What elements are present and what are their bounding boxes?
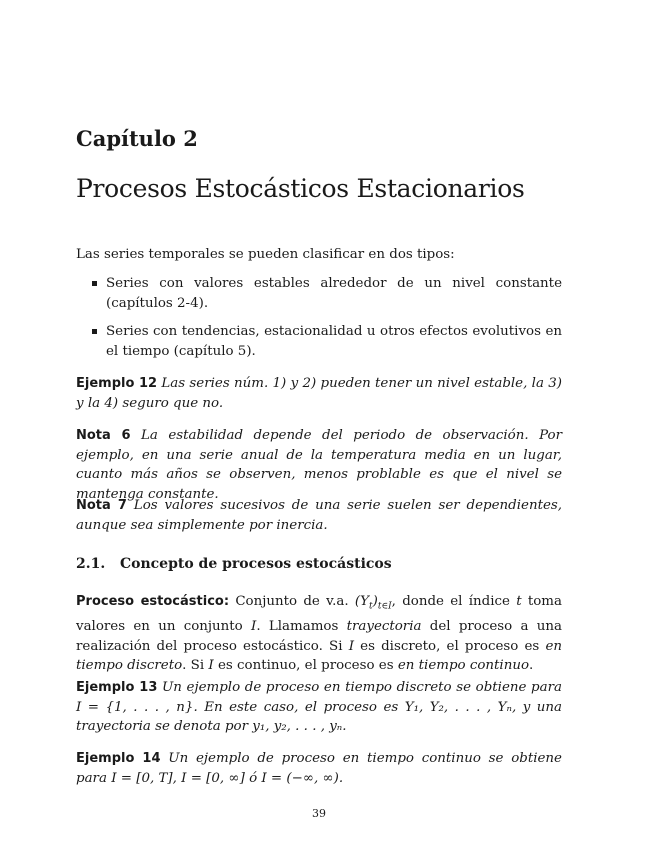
section-heading (76, 556, 392, 572)
math-sub: t (368, 601, 373, 612)
italic-run: trayectoria (346, 619, 422, 635)
list-item (76, 322, 562, 361)
text-run: es continuo, el proceso es (213, 658, 398, 674)
ejemplo-13 (76, 678, 562, 737)
bullet-text: Series con tendencias, estacionalidad u otros efectos evolutivos en el tiempo (capítulo 5). (106, 324, 562, 359)
proceso-definition (76, 592, 562, 676)
math-run: y₁, y₂, . . . , yₙ (252, 719, 343, 734)
ejemplo-13-lead: Ejemplo 13 (76, 680, 158, 695)
italic-run: en tiempo discreto (76, 638, 562, 674)
ejemplo-12-lead: Ejemplo 12 (76, 376, 158, 391)
bullet-square-icon (92, 329, 97, 334)
ejemplo-12 (76, 374, 562, 413)
italic-run: ó (244, 770, 262, 786)
proceso-lead: Proceso estocástico: (76, 594, 230, 609)
italic-run: Un ejemplo de proceso en tiempo continuo se obtiene para (76, 751, 562, 786)
nota-7 (76, 496, 562, 535)
math-run: Y₁, Y₂, . . . , Yₙ (404, 699, 512, 715)
chapter-title: Procesos Estocásticos Estacionarios (76, 174, 525, 203)
text-run: es discreto, el proceso es (353, 638, 546, 654)
nota-7-text: Los valores sucesivos de una serie suelen ser dependientes, aunque sea simplemente por inercia. (76, 498, 562, 533)
math-text: (Y (354, 594, 369, 609)
nota-6-text: La estabilidad depende del periodo de observación. Por ejemplo, en una serie anual de la temperatura media en un lugar, cuanto más años se observen, menos problable es que el nivel se mantenga constante. (76, 428, 562, 502)
italic-run: . En este caso, el proceso es (193, 699, 405, 715)
italic-run: en tiempo continuo (397, 658, 529, 674)
italic-run: . (338, 770, 344, 786)
bullet-list (76, 322, 562, 361)
text-run: , donde el índice (391, 594, 517, 609)
text-run: . Si (182, 658, 209, 674)
page-number: 39 (312, 807, 326, 820)
italic-run: , y una trayectoria se denota por (76, 699, 562, 734)
math-run: I (348, 638, 354, 654)
math-run: I = (−∞, ∞) (261, 770, 339, 786)
math-run (354, 594, 392, 612)
nota-6-lead: Nota 6 (76, 428, 131, 443)
list-item (76, 274, 562, 313)
text-run: . Llamamos (256, 619, 347, 635)
bullet-square-icon (92, 281, 97, 286)
italic-run: Un ejemplo de proceso en tiempo discreto se obtiene para (162, 680, 562, 695)
ejemplo-14 (76, 749, 562, 788)
ejemplo-12-text: Las series núm. 1) y 2) pueden tener un nivel estable, la 3) y la 4) seguro que no. (76, 376, 562, 411)
intro-paragraph: Las series temporales se pueden clasificar en dos tipos: (76, 247, 455, 262)
italic-run: . (342, 719, 347, 734)
text-run: toma valores en un conjunto (76, 594, 562, 635)
nota-7-lead: Nota 7 (76, 498, 127, 513)
ejemplo-14-lead: Ejemplo 14 (76, 751, 161, 766)
text-run: del proceso a una realización del proceso estocástico. Si (76, 619, 562, 654)
nota-6 (76, 426, 562, 504)
math-run: I (251, 619, 257, 635)
text-run: . (529, 658, 534, 674)
section-number: 2.1. (76, 556, 106, 572)
text-run: Conjunto de v.a. (235, 594, 355, 609)
bullet-text: Series con valores estables alrededor de un nivel constante (capítulos 2-4). (106, 276, 562, 311)
chapter-label: Capítulo 2 (76, 126, 198, 151)
math-run: I (208, 658, 214, 674)
section-title: Concepto de procesos estocásticos (120, 556, 392, 572)
math-text: ) (372, 594, 378, 609)
math-run: I = [0, T], I = [0, ∞] (111, 770, 245, 786)
math-run: I = {1, . . . , n} (76, 699, 194, 715)
math-run: t (516, 594, 522, 609)
math-sub: t∈I (377, 601, 392, 612)
bullet-list (76, 274, 562, 313)
